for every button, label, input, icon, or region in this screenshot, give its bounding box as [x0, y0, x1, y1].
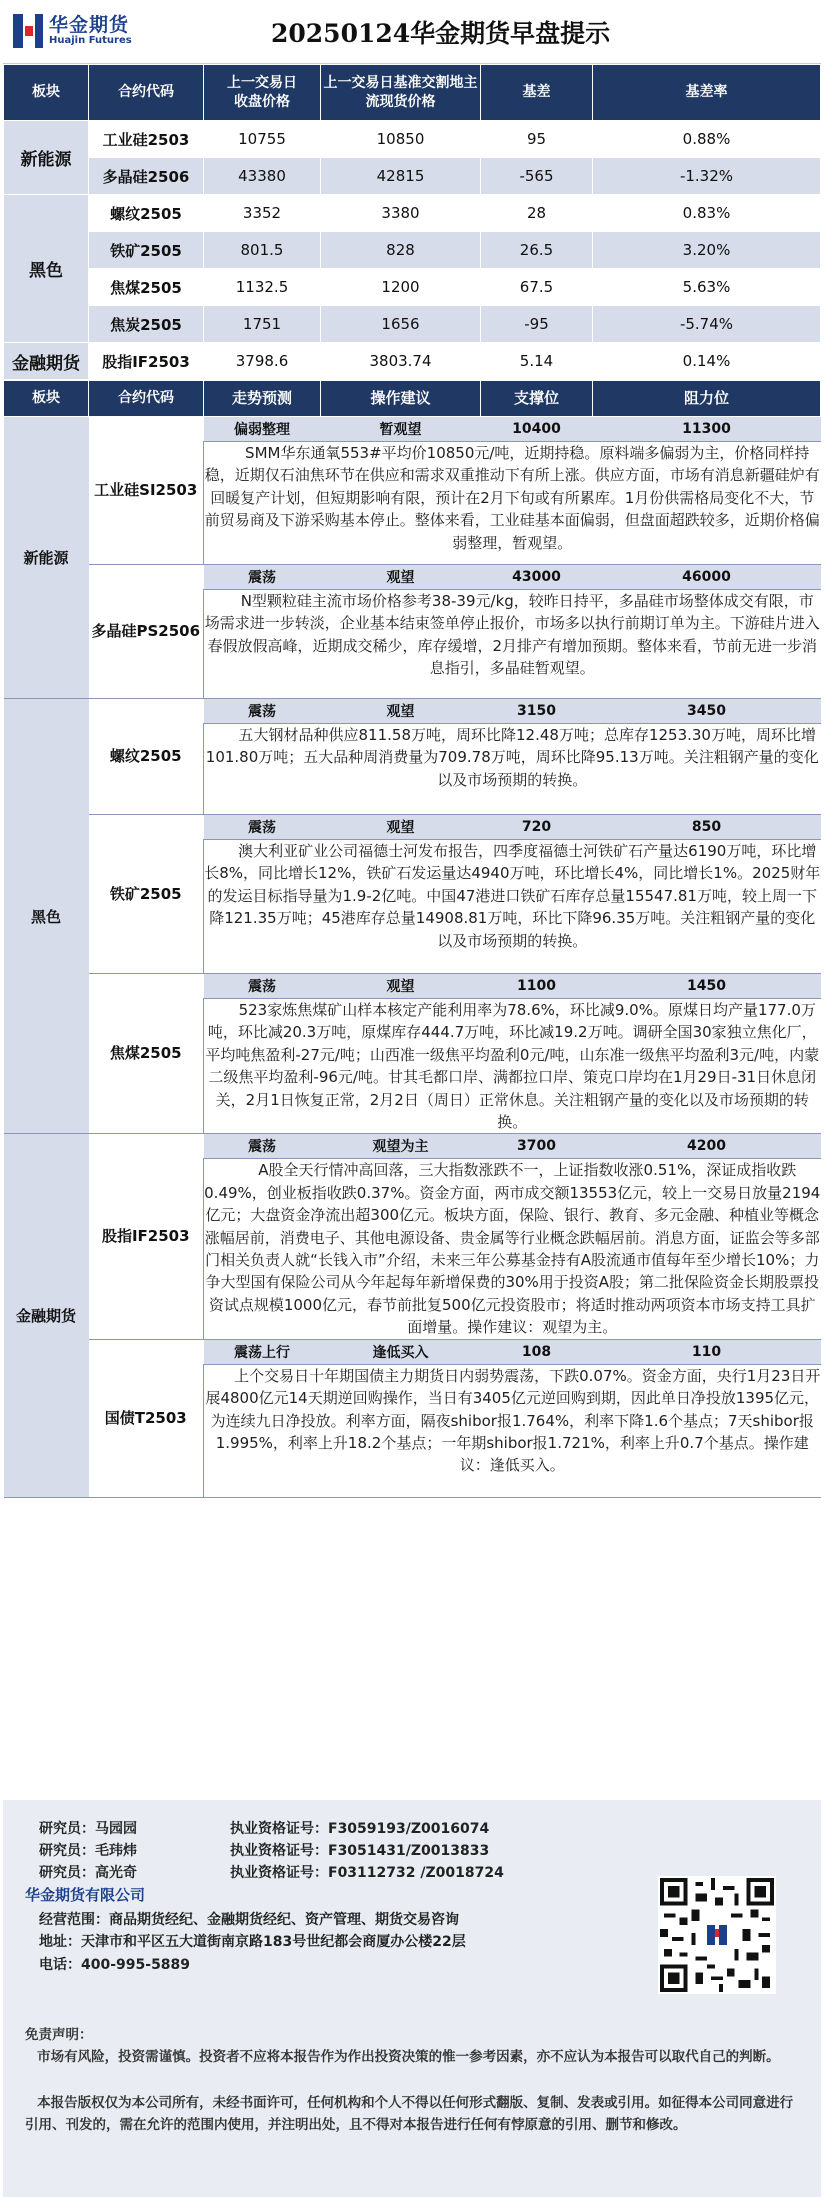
- value-cell: 10755: [204, 121, 321, 158]
- analysis-header-cell: 走势预测: [204, 381, 321, 417]
- disclaimer-text-2: 本报告版权仅为本公司所有，未经书面许可，任何机构和个人不得以任何形式翻版、复制、发表或引用。如征得本公司同意进行引用、刊发的，需在允许的范围内使用，并注明出处，且不得对本报告进行任何有悖原意的引用、删节和修改。: [25, 2095, 794, 2133]
- trend-cell: 震荡: [204, 1134, 321, 1159]
- trend-cell: 震荡: [204, 815, 321, 840]
- analysis-text: SMM华东通氧553#平均价10850元/吨，近期持稳。原料端多偏弱为主，价格同样持稳，近期仅石油焦环节在供应和需求双重推动下有所上涨。供应方面，市场有消息新疆硅炉有回暖复产计划，但短期影响有限，预计在2月下旬或有所累库。1月份供需格局变化不大，节前贸易商及下游采购基本停止。整体来看，工业硅基本面偏弱，但盘面超跌较多，近期价格偏弱整理，暂观望。: [204, 442, 821, 565]
- contract-cell: 股指IF2503: [89, 1134, 204, 1339]
- analysis-text: 523家炼焦煤矿山样本核定产能利用率为78.6%，环比减9.0%。原煤日均产量177.0万吨，环比减20.3万吨，原煤库存444.7万吨，环比减19.2万吨。调研全国30家独立焦化厂，平均吨焦盈利-27元/吨；山西准一级焦平均盈利0元/吨，山东准一级焦平均盈利3元/吨，内蒙二级焦平均盈利-96元/吨。甘其毛都口岸、满都拉口岸、策克口岸均在1月29日-31日休息闭关，2月1日恢复正常，2月2日（周日）正常休息。关注粗钢产量的变化以及市场预期的转换。: [204, 999, 821, 1134]
- analysis-header-row: [4, 381, 821, 417]
- business-scope: 经营范围：商品期货经纪、金融期货经纪、资产管理、期货交易咨询: [39, 1912, 459, 1928]
- analysis-summary-row: [4, 699, 821, 724]
- resistance-cell: 110: [593, 1339, 821, 1364]
- advice-cell: 观望: [321, 815, 481, 840]
- trend-cell: 震荡上行: [204, 1339, 321, 1364]
- contract-cell: 工业硅SI2503: [89, 417, 204, 565]
- contract-cell: 铁矿2505: [89, 232, 204, 269]
- value-cell: 42815: [321, 158, 481, 195]
- sector-cell: 黑色: [4, 195, 89, 343]
- basis-header-cell: 上一交易日基准交割地主 流现货价格: [321, 65, 481, 121]
- support-cell: 720: [481, 815, 593, 840]
- contract-cell: 焦煤2505: [89, 269, 204, 306]
- value-cell: 5.63%: [593, 269, 821, 306]
- contract-cell: 国债T2503: [89, 1339, 204, 1497]
- advice-cell: 观望: [321, 699, 481, 724]
- company-address: 地址：天津市和平区五大道街南京路183号世纪都会商厦办公楼22层: [39, 1934, 466, 1950]
- analysis-text: 澳大利亚矿业公司福德士河发布报告，四季度福德士河铁矿石产量达6190万吨，环比增长8%，同比增长12%，铁矿石发运量达4940万吨，环比增长4%，同比增长1%。2025财年的发运目标指导量为1.9-2亿吨。中国47港进口铁矿石库存总量15547.81万吨，较上周一下降121.35万吨；45港库存总量14908.81万吨，环比下降96.35万吨。关注粗钢产量的变化以及市场预期的转换。: [204, 840, 821, 974]
- contract-cell: 铁矿2505: [89, 815, 204, 974]
- basis-table: [3, 64, 821, 380]
- sector-cell: 黑色: [4, 699, 89, 1134]
- analysis-text: 上个交易日十年期国债主力期货日内弱势震荡，下跌0.07%。资金方面，央行1月23日开展4800亿元14天期逆回购操作，当日有3405亿元逆回购到期，因此单日净投放1395亿元，为连续九日净投放。利率方面，隔夜shibor报1.764%，利率下降1.6个基点；7天shibor报1.995%，利率上升18.2个基点；一年期shibor报1.721%，利率上升0.7个基点。操作建议：逢低买入。: [204, 1364, 821, 1497]
- analysis-header-cell: 支撑位: [481, 381, 593, 417]
- analyst-cert: 执业资格证号：F3059193/Z0016074: [230, 1821, 490, 1837]
- advice-cell: 观望: [321, 974, 481, 999]
- sector-cell: 金融期货: [4, 1134, 89, 1497]
- value-cell: 43380: [204, 158, 321, 195]
- qr-code: [658, 1876, 776, 1994]
- contract-cell: 股指IF2503: [89, 343, 204, 380]
- value-cell: 0.88%: [593, 121, 821, 158]
- analysis-text: A股全天行情冲高回落，三大指数涨跌不一，上证指数收涨0.51%，深证成指收跌0.49%，创业板指收跌0.37%。资金方面，两市成交额13553亿元，较上一交易日放量2194亿元；大盘资金净流出超300亿元。板块方面，保险、银行、教育、多元金融、种植业等概念涨幅居前，消费电子、其他电源设备、贵金属等行业概念跌幅居前。消息方面，证监会等多部门相关负责人就“长钱入市”介绍，未来三年公募基金持有A股流通市值每年至少增长10%；力争大型国有保险公司从今年起每年新增保费的30%用于投资A股；第二批保险资金长期股票投资试点规模1000亿元，春节前批复500亿元投资股市；将适时推动两项资本市场支持工具扩面增量。操作建议：观望为主。: [204, 1159, 821, 1339]
- support-cell: 3150: [481, 699, 593, 724]
- contract-cell: 螺纹2505: [89, 195, 204, 232]
- trend-cell: 震荡: [204, 565, 321, 590]
- support-cell: 10400: [481, 417, 593, 442]
- table-row: [4, 121, 821, 158]
- contract-cell: 螺纹2505: [89, 699, 204, 815]
- basis-header-cell: 合约代码: [89, 65, 204, 121]
- basis-header-cell: 基差: [481, 65, 593, 121]
- value-cell: 3380: [321, 195, 481, 232]
- analyst-cert: 执业资格证号：F03112732 /Z0018724: [230, 1865, 504, 1881]
- basis-header-row: [4, 65, 821, 121]
- value-cell: 28: [481, 195, 593, 232]
- analysis-summary-row: [4, 417, 821, 442]
- value-cell: 0.83%: [593, 195, 821, 232]
- company-name: 华金期货有限公司: [25, 1886, 146, 1904]
- table-row: [4, 232, 821, 269]
- company-phone: 电话：400-995-5889: [39, 1957, 191, 1973]
- analysis-table: [3, 380, 821, 1498]
- value-cell: -5.74%: [593, 306, 821, 343]
- advice-cell: 观望: [321, 565, 481, 590]
- basis-header-cell: 上一交易日 收盘价格: [204, 65, 321, 121]
- analysis-summary-row: [4, 1134, 821, 1159]
- support-cell: 1100: [481, 974, 593, 999]
- support-cell: 108: [481, 1339, 593, 1364]
- support-cell: 3700: [481, 1134, 593, 1159]
- value-cell: 3803.74: [321, 343, 481, 380]
- value-cell: 828: [321, 232, 481, 269]
- resistance-cell: 46000: [593, 565, 821, 590]
- analyst-name: 研究员：高光奇: [39, 1865, 137, 1881]
- analysis-header-cell: 操作建议: [321, 381, 481, 417]
- resistance-cell: 1450: [593, 974, 821, 999]
- value-cell: 1656: [321, 306, 481, 343]
- value-cell: 1200: [321, 269, 481, 306]
- analysis-header-cell: 阻力位: [593, 381, 821, 417]
- disclaimer-title: 免责声明：: [25, 2027, 93, 2043]
- resistance-cell: 4200: [593, 1134, 821, 1159]
- contract-cell: 工业硅2503: [89, 121, 204, 158]
- resistance-cell: 3450: [593, 699, 821, 724]
- advice-cell: 观望为主: [321, 1134, 481, 1159]
- resistance-cell: 850: [593, 815, 821, 840]
- analysis-header-cell: 合约代码: [89, 381, 204, 417]
- value-cell: 1751: [204, 306, 321, 343]
- analysis-summary-row: [4, 565, 821, 590]
- disclaimer-text-1: 市场有风险，投资需谨慎。投资者不应将本报告作为作出投资决策的惟一参考因素，亦不应认为本报告可以取代自己的判断。: [37, 2049, 780, 2065]
- analyst-name: 研究员：毛玮炜: [39, 1843, 137, 1859]
- value-cell: 3.20%: [593, 232, 821, 269]
- analysis-text: N型颗粒硅主流市场价格参考38-39元/kg，较昨日持平，多晶硅市场整体成交有限，市场需求进一步转淡，企业基本结束签单停止报价，市场多以执行前期订单为主。下游硅片进入春假放假高峰，近期成交稀少，库存缓增，2月排产有增加预期。整体来看，节前无进一步消息指引，多晶硅暂观望。: [204, 590, 821, 699]
- basis-header-cell: 板块: [4, 65, 89, 121]
- analysis-summary-row: [4, 815, 821, 840]
- basis-header-cell: 基差率: [593, 65, 821, 121]
- analysis-header-cell: 板块: [4, 381, 89, 417]
- value-cell: 10850: [321, 121, 481, 158]
- contract-cell: 多晶硅PS2506: [89, 565, 204, 699]
- value-cell: -565: [481, 158, 593, 195]
- value-cell: 67.5: [481, 269, 593, 306]
- value-cell: 3352: [204, 195, 321, 232]
- value-cell: -95: [481, 306, 593, 343]
- value-cell: 5.14: [481, 343, 593, 380]
- value-cell: 1132.5: [204, 269, 321, 306]
- contract-cell: 焦炭2505: [89, 306, 204, 343]
- advice-cell: 逢低买入: [321, 1339, 481, 1364]
- company-logo: [13, 14, 132, 48]
- advice-cell: 暂观望: [321, 417, 481, 442]
- trend-cell: 偏弱整理: [204, 417, 321, 442]
- analysis-text: 五大钢材品种供应811.58万吨，周环比降12.48万吨；总库存1253.30万吨，周环比增101.80万吨；五大品种周消费量为709.78万吨，周环比降95.13万吨。关注粗钢产量的变化以及市场预期的转换。: [204, 724, 821, 815]
- contract-cell: 焦煤2505: [89, 974, 204, 1134]
- logo-en: Huajin Futures: [49, 35, 132, 46]
- value-cell: 801.5: [204, 232, 321, 269]
- table-row: [4, 195, 821, 232]
- value-cell: -1.32%: [593, 158, 821, 195]
- logo-icon: [13, 14, 43, 48]
- logo-cn: 华金期货: [49, 14, 130, 36]
- report-title: 20250124华金期货早盘提示: [271, 19, 611, 48]
- trend-cell: 震荡: [204, 974, 321, 999]
- analyst-cert: 执业资格证号：F3051431/Z0013833: [230, 1843, 490, 1859]
- value-cell: 0.14%: [593, 343, 821, 380]
- value-cell: 95: [481, 121, 593, 158]
- contract-cell: 多晶硅2506: [89, 158, 204, 195]
- report-footer: [3, 1800, 821, 2197]
- table-row: [4, 343, 821, 380]
- table-row: [4, 269, 821, 306]
- trend-cell: 震荡: [204, 699, 321, 724]
- analyst-name: 研究员：马园园: [39, 1821, 137, 1837]
- table-row: [4, 306, 821, 343]
- value-cell: 3798.6: [204, 343, 321, 380]
- sector-cell: 新能源: [4, 417, 89, 699]
- support-cell: 43000: [481, 565, 593, 590]
- report-header: [3, 0, 821, 64]
- table-row: [4, 158, 821, 195]
- sector-cell: 新能源: [4, 121, 89, 195]
- value-cell: 26.5: [481, 232, 593, 269]
- resistance-cell: 11300: [593, 417, 821, 442]
- analysis-summary-row: [4, 1339, 821, 1364]
- sector-cell: 金融期货: [4, 343, 89, 380]
- analysis-summary-row: [4, 974, 821, 999]
